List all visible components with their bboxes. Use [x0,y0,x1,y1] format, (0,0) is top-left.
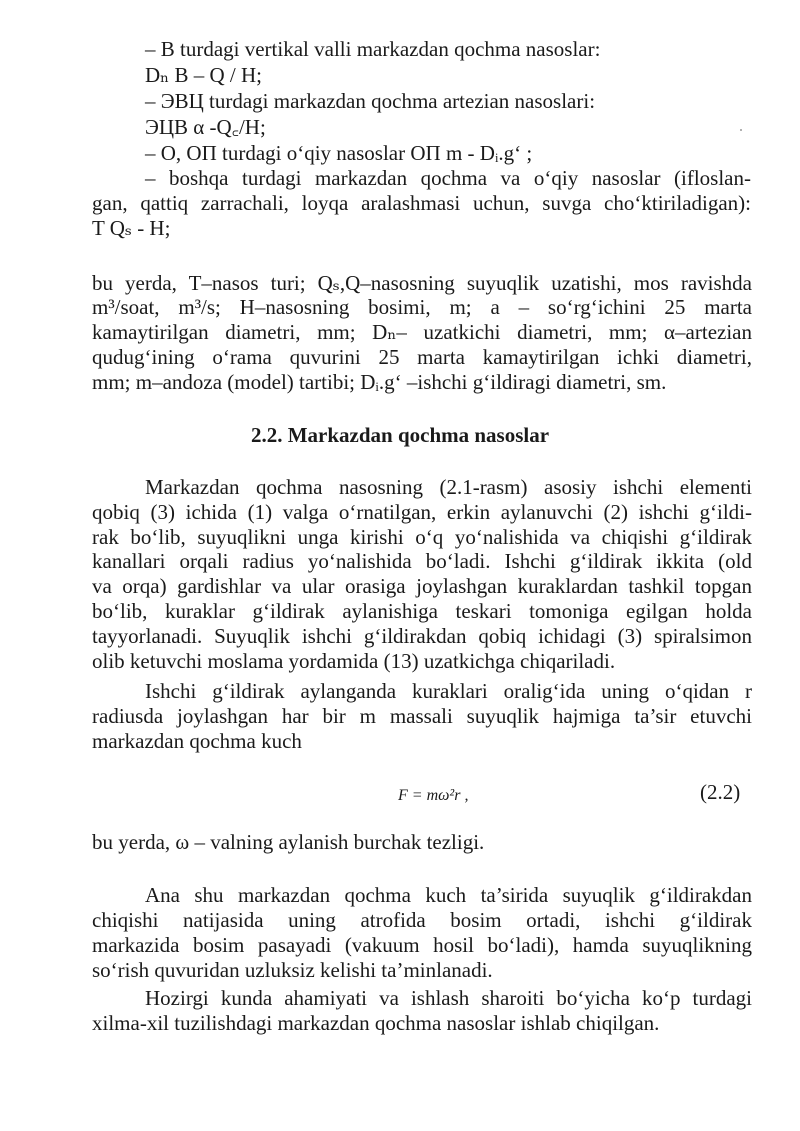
paragraph2-line-3: markazdan qochma kuch [92,729,302,753]
paragraph1-line-1: Markazdan qochma nasosning (2.1-rasm) asosiy ishchi elementi [145,475,752,499]
paragraph1-line-7: tayyorlanadi. Suyuqlik ishchi g‘ildirakdan qobiq ichidagi (3) spiralsimon [92,624,752,648]
paragraph1-line-4: kanallari orqali radius yo‘nalishida bo‘ladi. Ishchi g‘ildirak ikkita (old [92,549,752,573]
paragraph1-line-3: rak bo‘lib, suyuqlikni unga kirishi o‘q yo‘nalishida va chiqishi g‘ildirak [92,525,752,549]
paragraph1-line-5: va orqa) gardishlar va ular orasiga joylashgan kuraklardan tashkil topgan [92,574,752,598]
paragraph4-line-1: Hozirgi kunda ahamiyati va ishlash sharoiti bo‘yicha ko‘p turdagi [145,986,752,1010]
paragraph3-line-2: chiqishi natijasida uning atrofida bosim ortadi, ishchi g‘ildirak [92,908,752,932]
paragraph2-line-2: radiusda joylashgan har bir m massali suyuqlik hajmiga ta’sir etuvchi [92,704,752,728]
definitions-line-3: kamaytirilgan diametri, mm; Dₙ– uzatkichi diametri, mm; α–artezian [92,320,752,344]
equation-number: (2.2) [700,780,741,804]
list-item-op-type: – O, OП turdagi o‘qiy nasoslar OП m - Dᵢ.g‘ ; [145,141,533,165]
paragraph4-line-2: xilma-xil tuzilishdagi markazdan qochma nasoslar ishlab chiqilgan. [92,1011,660,1035]
definitions-line-4: qudug‘ining o‘rama quvurini 25 marta kamaytirilgan ichki diametri, [92,345,752,369]
formula-ecv: ЭЦВ α -Q꜀/H; [145,115,266,139]
formula-t-type: T Qₛ - H; [92,216,171,240]
paragraph1-line-6: bo‘lib, kuraklar g‘ildirak aylanishiga teskari tomoniga egilgan holda [92,599,752,623]
paragraph3-line-3: markazida bosim pasayadi (vakuum hosil bo‘ladi), hamda suyuqlikning [92,933,752,957]
list-item-b-type: – B turdagi vertikal valli markazdan qochma nasoslar: [145,37,601,61]
list-item-other-types: – boshqa turdagi markazdan qochma va o‘qiy nasoslar (ifloslan- [145,166,751,190]
list-item-evc-type: – ЭВЦ turdagi markazdan qochma artezian nasoslari: [145,89,596,113]
paragraph1-line-2: qobiq (3) ichida (1) valga o‘rnatilgan, erkin aylanuvchi (2) ishchi g‘ildi- [92,500,752,524]
omega-definition: bu yerda, ω – valning aylanish burchak tezligi. [92,830,485,854]
page-speck [740,129,742,131]
paragraph3-line-1: Ana shu markazdan qochma kuch ta’sirida suyuqlik g‘ildirakdan [145,883,752,907]
definitions-line-2: m³/soat, m³/s; H–nasosning bosimi, m; a – so‘rg‘ichini 25 marta [92,295,752,319]
section-heading: 2.2. Markazdan qochma nasoslar [250,423,550,447]
list-item-other-types-cont: gan, qattiq zarrachali, loyqa aralashmasi uchun, suvga cho‘ktiriladigan): [92,191,751,215]
paragraph2-line-1: Ishchi g‘ildirak aylanganda kuraklari oralig‘ida uning o‘qidan r [145,679,752,703]
paragraph1-line-8: olib ketuvchi moslama yordamida (13) uzatkichga chiqariladi. [92,649,616,673]
definitions-line-5: mm; m–andoza (model) tartibi; Dᵢ.g‘ –ishchi g‘ildiragi diametri, sm. [92,370,667,394]
formula-centrifugal-force: F = mω²r , [398,787,469,804]
definitions-line-1: bu yerda, T–nasos turi; Qₛ,Q–nasosning suyuqlik uzatishi, mos ravishda [92,271,752,295]
formula-b-type: Dₙ B – Q / H; [145,63,263,87]
paragraph3-line-4: so‘rish quvuridan uzluksiz kelishi ta’minlanadi. [92,958,493,982]
